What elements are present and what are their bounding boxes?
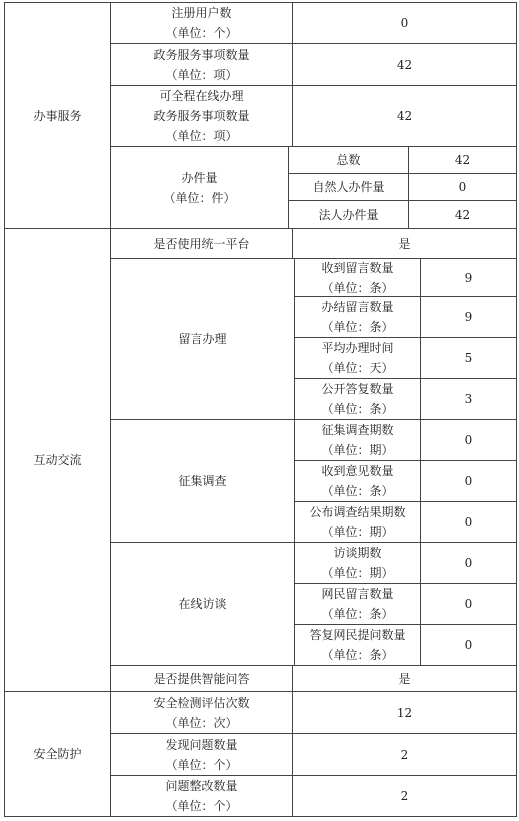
survey-periods-value: 0 xyxy=(464,433,473,447)
service-items-label: 政务服务事项数量 （单位：项） xyxy=(153,47,250,82)
cases-natural-value: 0 xyxy=(458,180,467,194)
registered-users-label: 注册用户数 （单位：个） xyxy=(165,6,238,40)
messages-public-replies-value: 3 xyxy=(464,392,473,406)
messages-handled-value: 9 xyxy=(464,310,473,324)
messages-handled-label: 办结留言数量 （单位：条） xyxy=(321,300,394,334)
online-items-label: 可全程在线办理 政务服务事项数量 （单位：项） xyxy=(153,89,250,143)
interview-answers-label: 答复网民提问数量 （单位：条） xyxy=(309,628,406,662)
messages-public-replies-label: 公开答复数量 （单位：条） xyxy=(321,382,394,416)
messages-avg-time-label: 平均办理时间 （单位：天） xyxy=(321,341,394,375)
survey-periods-label: 征集调查期数 （单位：期） xyxy=(321,423,394,457)
assessments-value: 12 xyxy=(396,705,413,720)
interview-netizen-msgs-value: 0 xyxy=(464,597,473,611)
survey-results-label: 公布调查结果期数 （单位：期） xyxy=(309,505,406,539)
service-items-value: 42 xyxy=(396,57,413,72)
fixed-issues-value: 2 xyxy=(400,789,409,803)
interview-periods-label: 访谈期数 （单位：期） xyxy=(321,546,394,580)
survey-results-value: 0 xyxy=(464,515,473,529)
messages-avg-time-value: 5 xyxy=(464,351,473,365)
smart-qa-label: 是否提供智能问答 xyxy=(153,671,250,686)
messages-received-label: 收到留言数量 （单位：条） xyxy=(321,260,394,295)
cases-label: 办件量 （单位：件） xyxy=(163,170,236,205)
interview-periods-value: 0 xyxy=(464,556,473,570)
unified-platform-value: 是 xyxy=(398,236,411,251)
cases-total-value: 42 xyxy=(454,153,471,167)
cases-legal-value: 42 xyxy=(454,207,471,222)
fixed-issues-label: 问题整改数量 （单位：个） xyxy=(165,779,238,813)
smart-qa-value: 是 xyxy=(398,671,411,686)
found-issues-label: 发现问题数量 （单位：个） xyxy=(165,737,238,772)
interview-group-label: 在线访谈 xyxy=(178,597,227,611)
interview-netizen-msgs-label: 网民留言数量 （单位：条） xyxy=(321,587,394,621)
interview-answers-value: 0 xyxy=(464,638,473,652)
online-items-value: 42 xyxy=(396,109,413,123)
found-issues-value: 2 xyxy=(400,747,409,762)
messages-group-label: 留言办理 xyxy=(178,332,227,346)
cases-natural-label: 自然人办件量 xyxy=(312,180,385,194)
messages-received-value: 9 xyxy=(464,270,473,285)
section-label-security: 安全防护 xyxy=(33,747,82,761)
section-label-service: 办事服务 xyxy=(33,108,82,123)
survey-group-label: 征集调查 xyxy=(178,474,227,488)
assessments-label: 安全检测评估次数 （单位：次） xyxy=(153,695,250,730)
cases-legal-label: 法人办件量 xyxy=(318,207,379,222)
survey-opinions-value: 0 xyxy=(464,474,473,488)
unified-platform-label: 是否使用统一平台 xyxy=(153,236,250,251)
cases-total-label: 总数 xyxy=(336,153,361,167)
section-label-interaction: 互动交流 xyxy=(33,453,82,467)
registered-users-value: 0 xyxy=(400,16,409,30)
survey-opinions-label: 收到意见数量 （单位：条） xyxy=(321,464,394,498)
